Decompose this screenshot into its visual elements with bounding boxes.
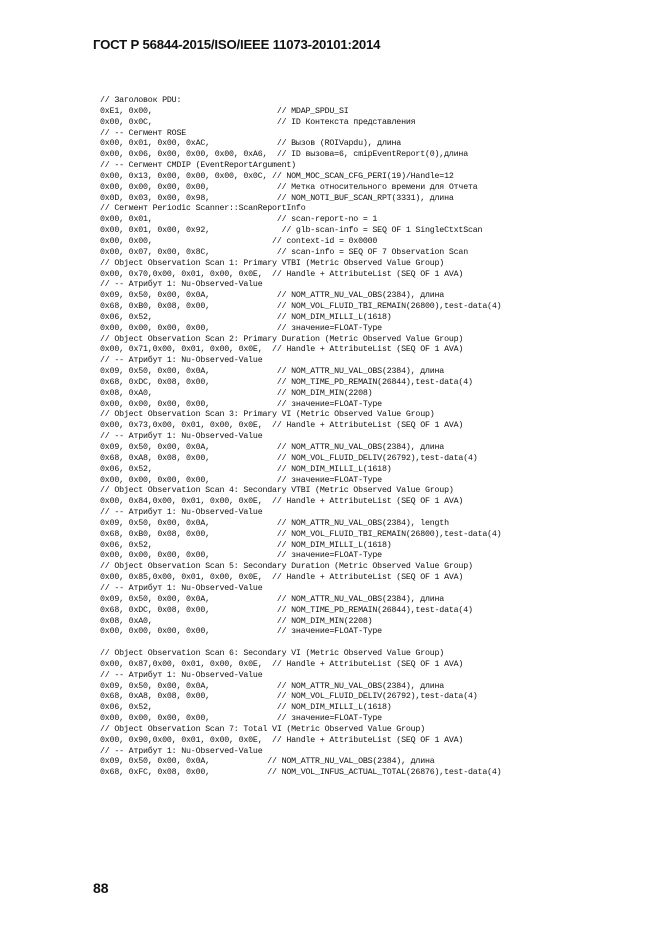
code-line: 0x00, 0x70,0x00, 0x01, 0x00, 0x0E, // Handle + AttributeList (SEQ OF 1 AVA) [100, 269, 464, 279]
code-line: 0x00, 0x0C, // ID Контекста представления [100, 117, 416, 127]
code-line: 0x00, 0x13, 0x00, 0x00, 0x00, 0x0C, // NOM_MOC_SCAN_CFG_PERI(19)/Handle=12 [100, 171, 454, 181]
code-line: 0x00, 0x00, 0x00, 0x00, // значение=FLOAT-Type [100, 551, 382, 561]
code-line: // -- Атрибут 1: Nu-Observed-Value [100, 508, 263, 518]
code-line: // Сегмент Periodic Scanner::ScanReportInfo [100, 204, 306, 214]
code-line: 0x00, 0x00, 0x00, 0x00, // Метка относительного времени для Отчета [100, 182, 478, 192]
code-line: 0x00, 0x00, 0x00, 0x00, // значение=FLOAT-Type [100, 399, 382, 409]
code-line: 0x08, 0xA0, // NOM_DIM_MIN(2208) [100, 616, 373, 626]
code-line: 0xE1, 0x00, // MDAP_SPDU_SI [100, 106, 349, 116]
code-line: // -- Атрибут 1: Nu-Observed-Value [100, 356, 263, 366]
page-number: 88 [93, 880, 109, 896]
code-line: 0x00, 0x00, 0x00, 0x00, // значение=FLOAT-Type [100, 627, 382, 637]
code-line: 0x68, 0xB0, 0x08, 0x00, // NOM_VOL_FLUID_TBI_REMAIN(26800),test-data(4) [100, 302, 502, 312]
code-line: 0x00, 0x07, 0x00, 0x8C, // scan-info = SEQ OF 7 Observation Scan [100, 247, 468, 257]
code-line: 0x09, 0x50, 0x00, 0x0A, // NOM_ATTR_NU_VAL_OBS(2384), длина [100, 367, 445, 377]
code-line: 0x00, 0x00, // context-id = 0x0000 [100, 236, 378, 246]
code-line: 0x00, 0x87,0x00, 0x01, 0x00, 0x0E, // Handle + AttributeList (SEQ OF 1 AVA) [100, 659, 464, 669]
code-line: // -- Сегмент ROSE [100, 128, 187, 138]
code-line: 0x00, 0x85,0x00, 0x01, 0x00, 0x0E, // Handle + AttributeList (SEQ OF 1 AVA) [100, 573, 464, 583]
code-listing [100, 96, 501, 779]
page-header-title: ГОСТ Р 56844-2015/ISO/IEEE 11073-20101:2014 [93, 37, 381, 52]
code-line [100, 638, 501, 649]
code-line: 0x0D, 0x03, 0x00, 0x98, // NOM_NOTI_BUF_SCAN_RPT(3331), длина [100, 193, 454, 203]
code-line: // -- Сегмент CMDIP (EventReportArgument) [100, 161, 296, 171]
code-line: 0x00, 0x71,0x00, 0x01, 0x00, 0x0E, // Handle + AttributeList (SEQ OF 1 AVA) [100, 345, 464, 355]
code-line: 0x68, 0xA8, 0x08, 0x00, // NOM_VOL_FLUID_DELIV(26792),test-data(4) [100, 692, 478, 702]
code-line: // -- Атрибут 1: Nu-Observed-Value [100, 432, 263, 442]
code-line: // -- Атрибут 1: Nu-Observed-Value [100, 583, 263, 593]
code-line: 0x09, 0x50, 0x00, 0x0A, // NOM_ATTR_NU_VAL_OBS(2384), длина [100, 291, 445, 301]
code-line: 0x68, 0xDC, 0x08, 0x00, // NOM_TIME_PD_REMAIN(26844),test-data(4) [100, 377, 473, 387]
code-line: // Заголовок PDU: [100, 96, 182, 105]
code-line: 0x06, 0x52, // NOM_DIM_MILLI_L(1618) [100, 540, 392, 550]
code-line: // -- Атрибут 1: Nu-Observed-Value [100, 670, 263, 680]
code-line: // Object Observation Scan 2: Primary Duration (Metric Observed Value Group) [100, 334, 464, 344]
code-line: 0x00, 0x00, 0x00, 0x00, // значение=FLOAT-Type [100, 475, 382, 485]
code-line: 0x68, 0xB0, 0x08, 0x00, // NOM_VOL_FLUID_TBI_REMAIN(26800),test-data(4) [100, 529, 502, 539]
code-line: 0x68, 0xDC, 0x08, 0x00, // NOM_TIME_PD_REMAIN(26844),test-data(4) [100, 605, 473, 615]
code-line: 0x00, 0x01, 0x00, 0x92, // glb-scan-info = SEQ OF 1 SingleCtxtScan [100, 226, 483, 236]
code-line: 0x00, 0x01, // scan-report-no = 1 [100, 215, 378, 225]
code-line: // -- Атрибут 1: Nu-Observed-Value [100, 280, 263, 290]
code-line: 0x00, 0x84,0x00, 0x01, 0x00, 0x0E, // Handle + AttributeList (SEQ OF 1 AVA) [100, 497, 464, 507]
code-line: 0x00, 0x01, 0x00, 0xAC, // Вызов (ROIVapdu), длина [100, 139, 402, 149]
code-line: 0x09, 0x50, 0x00, 0x0A, // NOM_ATTR_NU_VAL_OBS(2384), длина [100, 757, 435, 767]
code-line: 0x09, 0x50, 0x00, 0x0A, // NOM_ATTR_NU_VAL_OBS(2384), длина [100, 443, 445, 452]
code-line: 0x68, 0xA8, 0x08, 0x00, // NOM_VOL_FLUID_DELIV(26792),test-data(4) [100, 453, 478, 463]
code-line: // Object Observation Scan 6: Secondary VI (Metric Observed Value Group) [100, 649, 445, 659]
code-line: 0x06, 0x52, // NOM_DIM_MILLI_L(1618) [100, 312, 392, 322]
code-line: 0x09, 0x50, 0x00, 0x0A, // NOM_ATTR_NU_VAL_OBS(2384), длина [100, 594, 445, 604]
code-line: // Object Observation Scan 3: Primary VI (Metric Observed Value Group) [100, 410, 435, 420]
code-line: 0x00, 0x73,0x00, 0x01, 0x00, 0x0E, // Handle + AttributeList (SEQ OF 1 AVA) [100, 421, 464, 431]
code-line: // Object Observation Scan 4: Secondary VTBI (Metric Observed Value Group) [100, 486, 454, 496]
code-line: 0x00, 0x06, 0x00, 0x00, 0x00, 0xA6, // ID вызова=6, cmipEventReport(0),длина [100, 150, 468, 160]
code-line: // Object Observation Scan 1: Primary VTBI (Metric Observed Value Group) [100, 258, 445, 268]
code-line: 0x06, 0x52, // NOM_DIM_MILLI_L(1618) [100, 703, 392, 713]
code-line: 0x09, 0x50, 0x00, 0x0A, // NOM_ATTR_NU_VAL_OBS(2384), length [100, 518, 449, 528]
code-line: // Object Observation Scan 7: Total VI (Metric Observed Value Group) [100, 724, 425, 734]
code-line: 0x68, 0xFC, 0x08, 0x00, // NOM_VOL_INFUS_ACTUAL_TOTAL(26876),test-data(4) [100, 768, 502, 778]
code-line: 0x08, 0xA0, // NOM_DIM_MIN(2208) [100, 388, 373, 398]
code-line: 0x00, 0x00, 0x00, 0x00, // значение=FLOAT-Type [100, 323, 382, 333]
code-line: // -- Атрибут 1: Nu-Observed-Value [100, 746, 263, 756]
code-line: 0x00, 0x00, 0x00, 0x00, // значение=FLOAT-Type [100, 714, 382, 724]
code-line: // Object Observation Scan 5: Secondary Duration (Metric Observed Value Group) [100, 562, 473, 572]
code-line: 0x00, 0x90,0x00, 0x01, 0x00, 0x0E, // Handle + AttributeList (SEQ OF 1 AVA) [100, 735, 464, 745]
code-line: 0x06, 0x52, // NOM_DIM_MILLI_L(1618) [100, 464, 392, 474]
code-line: 0x09, 0x50, 0x00, 0x0A, // NOM_ATTR_NU_VAL_OBS(2384), длина [100, 681, 445, 691]
